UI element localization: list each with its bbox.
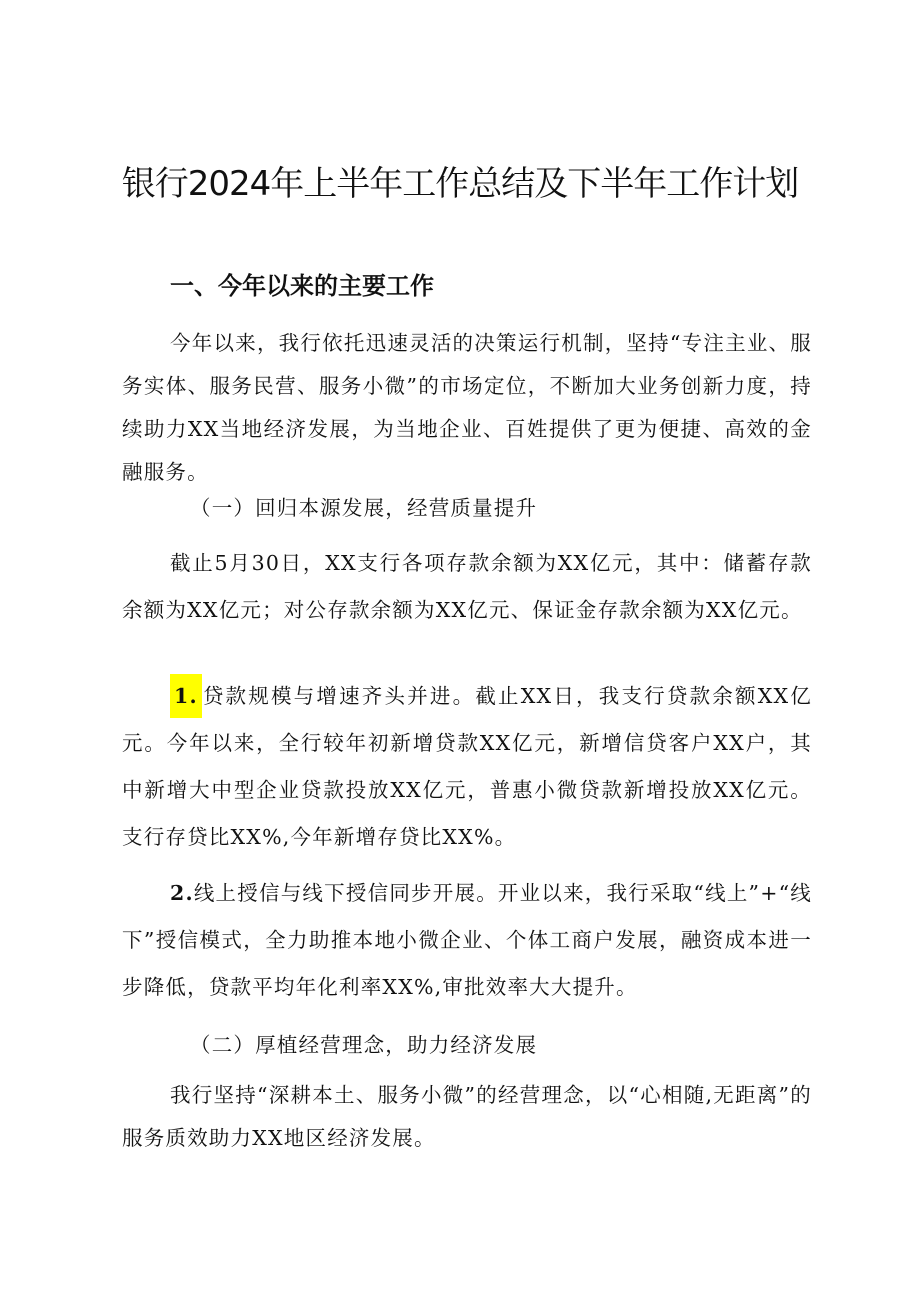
item-2-paragraph: [122, 870, 812, 1011]
subsection-heading-1: （一）回归本源发展，经营质量提升: [190, 496, 538, 520]
section-heading-main-work: 一、今年以来的主要工作: [170, 272, 434, 300]
closing-paragraph: 我行坚持“深耕本土、服务小微”的经营理念，以“心相随,无距离”的服务质效助力XX地区经济发展。: [122, 1083, 812, 1150]
item-2-number: 2.: [170, 881, 194, 905]
intro-paragraph: 今年以来，我行依托迅速灵活的决策运行机制，坚持“专注主业、服务实体、服务民营、服务小微”的市场定位，不断加大业务创新力度，持续助力XX当地经济发展，为当地企业、百姓提供了更为便捷、高效的金融服务。: [122, 331, 812, 484]
deposit-paragraph: 截止5月30日，XX支行各项存款余额为XX亿元，其中：储蓄存款余额为XX亿元；对公存款余额为XX亿元、保证金存款余额为XX亿元。: [122, 551, 812, 622]
item-2-text: 线上授信与线下授信同步开展。开业以来，我行采取“线上”+“线下”授信模式，全力助推本地小微企业、个体工商户发展，融资成本进一步降低，贷款平均年化利率XX%,审批效率大大提升。: [122, 881, 812, 999]
subsection-heading-2: （二）厚植经营理念，助力经济发展: [190, 1033, 538, 1057]
item-1-text: 贷款规模与增速齐头并进。截止XX日，我支行贷款余额XX亿元。今年以来，全行较年初新增贷款XX亿元，新增信贷客户XX户，其中新增大中型企业贷款投放XX亿元，普惠小微贷款新增投放XX亿元。支行存贷比XX%,今年新增存贷比XX%。: [122, 684, 812, 849]
document-title: 银行2024年上半年工作总结及下半年工作计划: [121, 164, 799, 204]
item-1-paragraph: [122, 673, 812, 861]
item-1-number-highlight: 1.: [170, 674, 202, 718]
